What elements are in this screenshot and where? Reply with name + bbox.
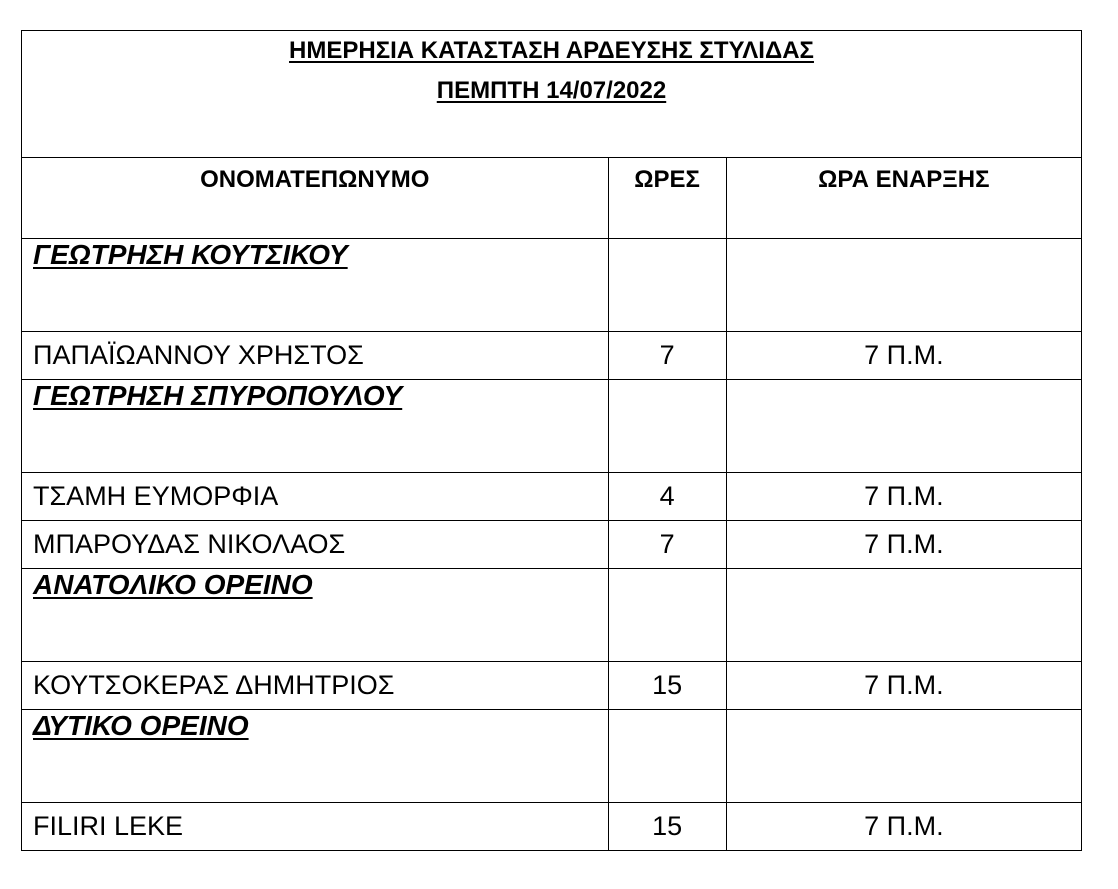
worker-name: ΠΑΠΑΪΩΑΝΝΟΥ ΧΡΗΣΤΟΣ <box>22 332 609 380</box>
group-row <box>22 239 1082 332</box>
worker-hours: 7 <box>608 332 726 380</box>
worker-hours: 4 <box>608 473 726 521</box>
empty-cell <box>608 380 726 473</box>
group-row <box>22 569 1082 662</box>
header-hours: ΩΡΕΣ <box>608 158 726 239</box>
empty-cell <box>726 569 1081 662</box>
group-name: ΔΥΤΙΚΟ ΟΡΕΙΝΟ <box>33 710 249 741</box>
column-header-row <box>22 158 1082 239</box>
group-name-cell <box>22 380 609 473</box>
worker-start-time: 7 Π.Μ. <box>726 332 1081 380</box>
header-name: ΟΝΟΜΑΤΕΠΩΝΥΜΟ <box>22 158 609 239</box>
group-name: ΓΕΩΤΡΗΣΗ ΚΟΥΤΣΙΚΟΥ <box>33 239 348 270</box>
worker-start-time: 7 Π.Μ. <box>726 662 1081 710</box>
worker-hours: 15 <box>608 662 726 710</box>
empty-cell <box>726 380 1081 473</box>
group-name: ΑΝΑΤΟΛΙΚΟ ΟΡΕΙΝΟ <box>33 569 313 600</box>
title-row <box>22 31 1082 158</box>
document-title <box>22 31 1082 158</box>
header-start-time: ΩΡΑ ΕΝΑΡΞΗΣ <box>726 158 1081 239</box>
group-name: ΓΕΩΤΡΗΣΗ ΣΠΥΡΟΠΟΥΛΟΥ <box>33 380 403 411</box>
group-name-cell <box>22 710 609 803</box>
worker-name: FILIRI LEKE <box>22 803 609 851</box>
empty-cell <box>608 569 726 662</box>
worker-start-time: 7 Π.Μ. <box>726 521 1081 569</box>
table-row <box>22 521 1082 569</box>
table-row <box>22 662 1082 710</box>
title-line-1: ΗΜΕΡΗΣΙΑ ΚΑΤΑΣΤΑΣΗ ΑΡΔΕΥΣΗΣ ΣΤΥΛΙΔΑΣ <box>289 37 814 64</box>
empty-cell <box>726 239 1081 332</box>
irrigation-schedule-table <box>21 30 1082 851</box>
table-row <box>22 332 1082 380</box>
worker-hours: 15 <box>608 803 726 851</box>
worker-name: ΚΟΥΤΣΟΚΕΡΑΣ ΔΗΜΗΤΡΙΟΣ <box>22 662 609 710</box>
worker-start-time: 7 Π.Μ. <box>726 473 1081 521</box>
empty-cell <box>726 710 1081 803</box>
group-row <box>22 710 1082 803</box>
worker-name: ΤΣΑΜΗ ΕΥΜΟΡΦΙΑ <box>22 473 609 521</box>
group-name-cell <box>22 239 609 332</box>
table-row <box>22 473 1082 521</box>
worker-hours: 7 <box>608 521 726 569</box>
empty-cell <box>608 710 726 803</box>
worker-name: ΜΠΑΡΟΥΔΑΣ ΝΙΚΟΛΑΟΣ <box>22 521 609 569</box>
group-name-cell <box>22 569 609 662</box>
table-row <box>22 803 1082 851</box>
worker-start-time: 7 Π.Μ. <box>726 803 1081 851</box>
group-row <box>22 380 1082 473</box>
empty-cell <box>608 239 726 332</box>
title-line-2: ΠΕΜΠΤΗ 14/07/2022 <box>436 77 667 104</box>
